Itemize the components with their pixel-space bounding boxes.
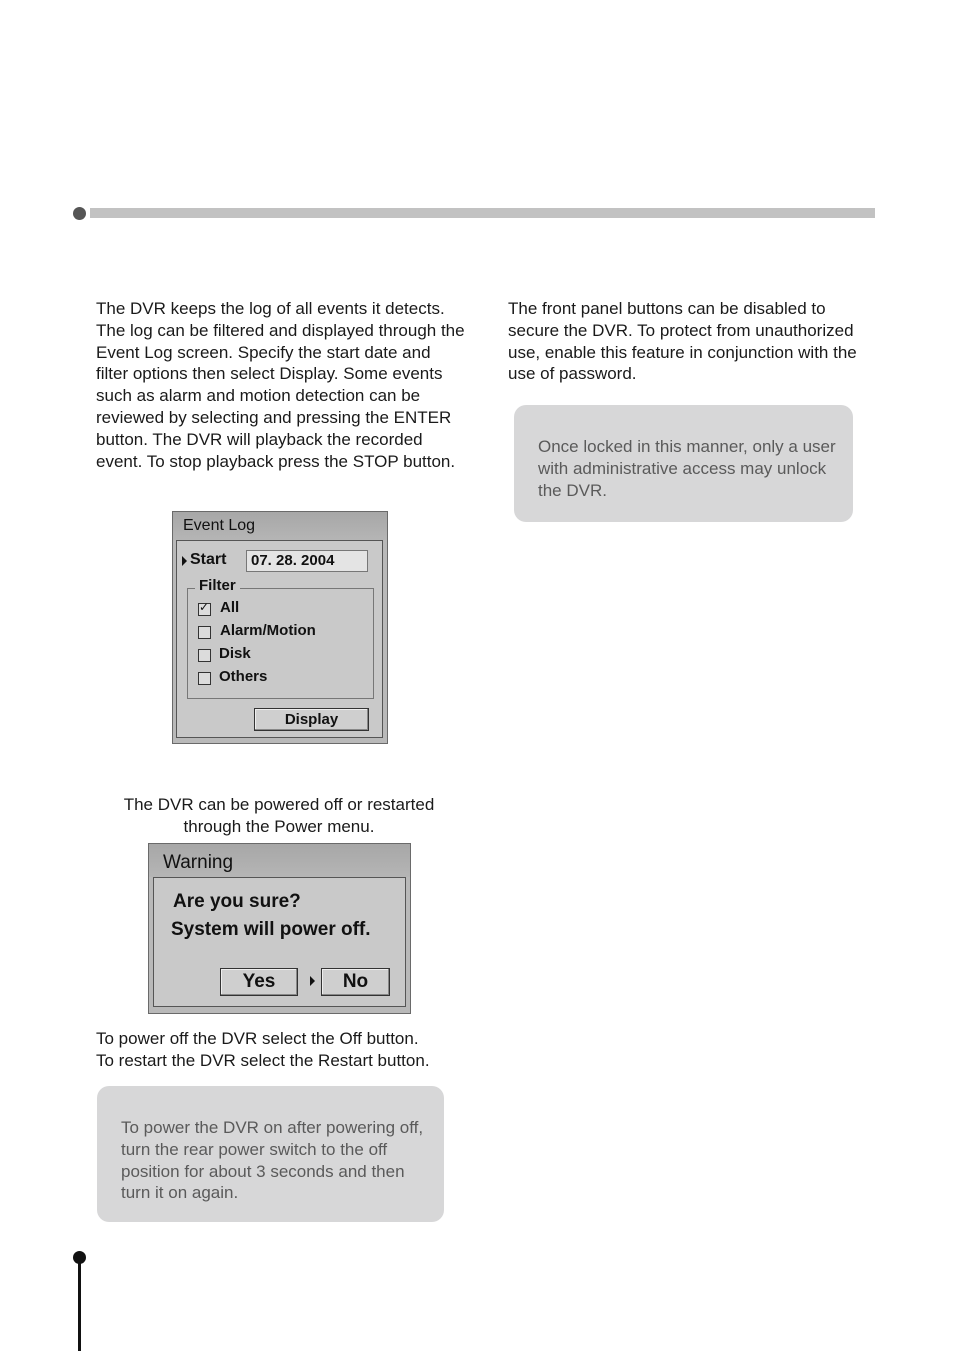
event-log-titlebar	[173, 512, 387, 540]
event-log-panel	[176, 540, 383, 738]
restart-line: To restart the DVR select the Restart button.	[96, 1050, 430, 1070]
selection-arrow-icon	[182, 556, 187, 566]
display-button[interactable]: Display	[254, 708, 369, 731]
power-off-instructions	[96, 1028, 476, 1072]
lock-note-text: Once locked in this manner, only a user with administrative access may unlock the DVR.	[538, 437, 836, 500]
filter-others-label: Others	[219, 668, 268, 685]
checkbox-disk[interactable]	[198, 649, 211, 662]
check-mark-icon: ✓	[199, 600, 210, 614]
warning-titlebar	[149, 844, 410, 877]
start-label: Start	[190, 551, 227, 568]
footer-rule	[78, 1258, 81, 1351]
event-log-description: The DVR keeps the log of all events it detects. The log can be filtered and displayed through the Event Log screen. Specify the start date and filter options then select Display. Some events such as alarm and motion detection can be reviewed by selecting and pressing the ENTER button. The DVR will playback the recorded event. To stop playback press the STOP button.	[96, 299, 465, 471]
event-log-dialog	[172, 511, 388, 744]
filter-alarm-motion-label: Alarm/Motion	[220, 622, 316, 639]
selection-arrow-icon	[310, 976, 315, 986]
front-panel-lock-description: The front panel buttons can be disabled to secure the DVR. To protect from unauthorized use, enable this feature in conjunction with the use of password.	[508, 299, 857, 384]
no-button[interactable]: No	[321, 968, 390, 996]
power-caption-line-2: through the Power menu.	[183, 816, 375, 836]
header-rule	[90, 208, 875, 218]
warning-title: Warning	[163, 852, 234, 873]
warning-question: Are you sure?	[173, 891, 301, 912]
filter-label: Filter	[195, 577, 240, 594]
checkbox-others[interactable]	[198, 672, 211, 685]
start-date-field[interactable]: 07. 28. 2004	[246, 550, 368, 572]
power-caption-line-1: The DVR can be powered off or restarted	[123, 795, 435, 814]
warning-dialog	[148, 843, 411, 1014]
warning-panel	[153, 877, 406, 1007]
header-bullet	[73, 207, 86, 220]
power-menu-caption	[96, 794, 462, 838]
power-on-note-text: To power the DVR on after powering off, turn the rear power switch to the off position for about 3 seconds and then turn it on again.	[121, 1118, 424, 1203]
power-on-note	[97, 1086, 444, 1222]
yes-button[interactable]: Yes	[220, 968, 298, 996]
event-log-title: Event Log	[183, 517, 256, 534]
checkbox-alarm-motion[interactable]	[198, 626, 211, 639]
filter-all-label: All	[220, 599, 240, 616]
lock-note	[514, 405, 853, 522]
power-off-line: To power off the DVR select the Off button.	[96, 1029, 419, 1048]
warning-message: System will power off.	[171, 919, 371, 940]
filter-group	[187, 588, 374, 699]
checkbox-all[interactable]	[198, 600, 211, 616]
filter-disk-label: Disk	[219, 645, 251, 662]
